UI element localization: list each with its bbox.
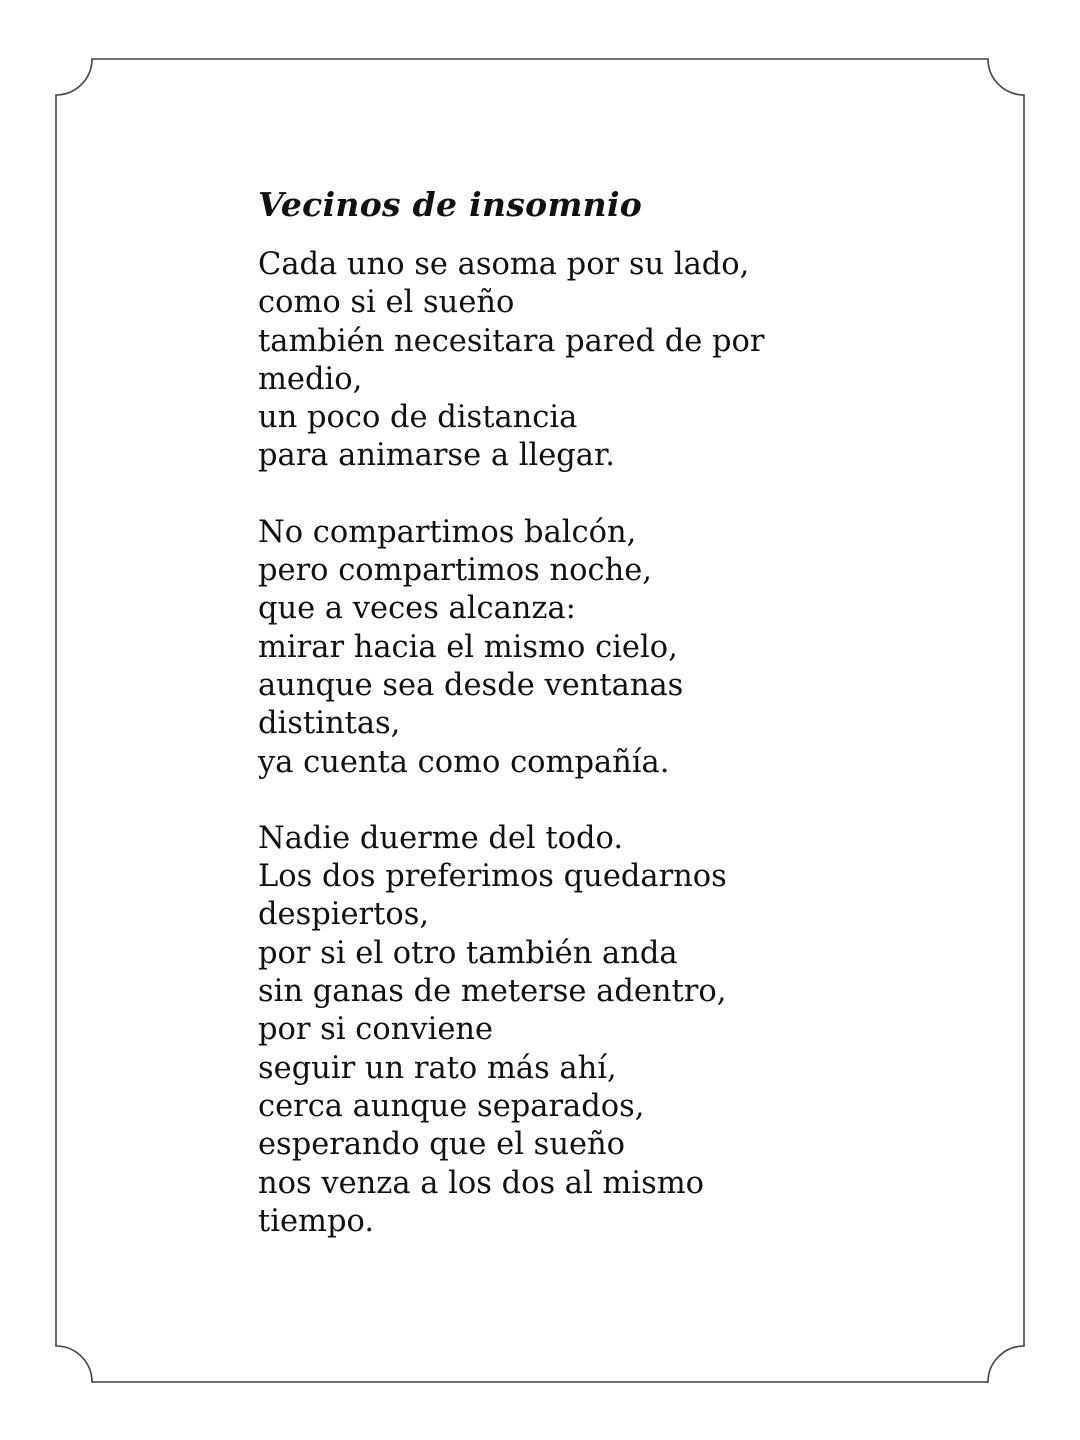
poem-line: pero compartimos noche, [258,553,652,589]
poem-line: No compartimos balcón, [258,514,637,550]
poem-line: medio, [258,361,363,397]
poem-line: distintas, [258,706,401,742]
poem-line: un poco de distancia [258,400,578,436]
poem-line: para animarse a llegar. [258,438,615,474]
poem-line: cerca aunque separados, [258,1088,645,1124]
stanza-2 [258,514,958,782]
poem-line: que a veces alcanza: [258,591,576,627]
poem-line: nos venza a los dos al mismo [258,1165,705,1201]
poem-title: Vecinos de insomnio [258,185,643,224]
stanza-3 [258,820,958,1241]
poem-line: tiempo. [258,1203,375,1239]
poem-line: despiertos, [258,897,430,933]
poem-line: aunque sea desde ventanas [258,667,684,703]
poem-line: también necesitara pared de por [258,323,765,359]
poem-line: ya cuenta como compañía. [258,744,670,780]
poem-line: como si el sueño [258,285,515,321]
poem-line: esperando que el sueño [258,1127,626,1163]
poem [258,182,958,1279]
stanza-1 [258,246,958,476]
poem-line: por si conviene [258,1012,494,1048]
poem-line: Cada uno se asoma por su lado, [258,247,750,282]
poem-line: seguir un rato más ahí, [258,1050,617,1086]
poem-line: sin ganas de meterse adentro, [258,974,727,1010]
poem-line: por si el otro también anda [258,935,678,971]
poem-line: mirar hacia el mismo cielo, [258,629,678,665]
poem-line: Nadie duerme del todo. [258,820,624,856]
poem-line: Los dos preferimos quedarnos [258,859,727,895]
